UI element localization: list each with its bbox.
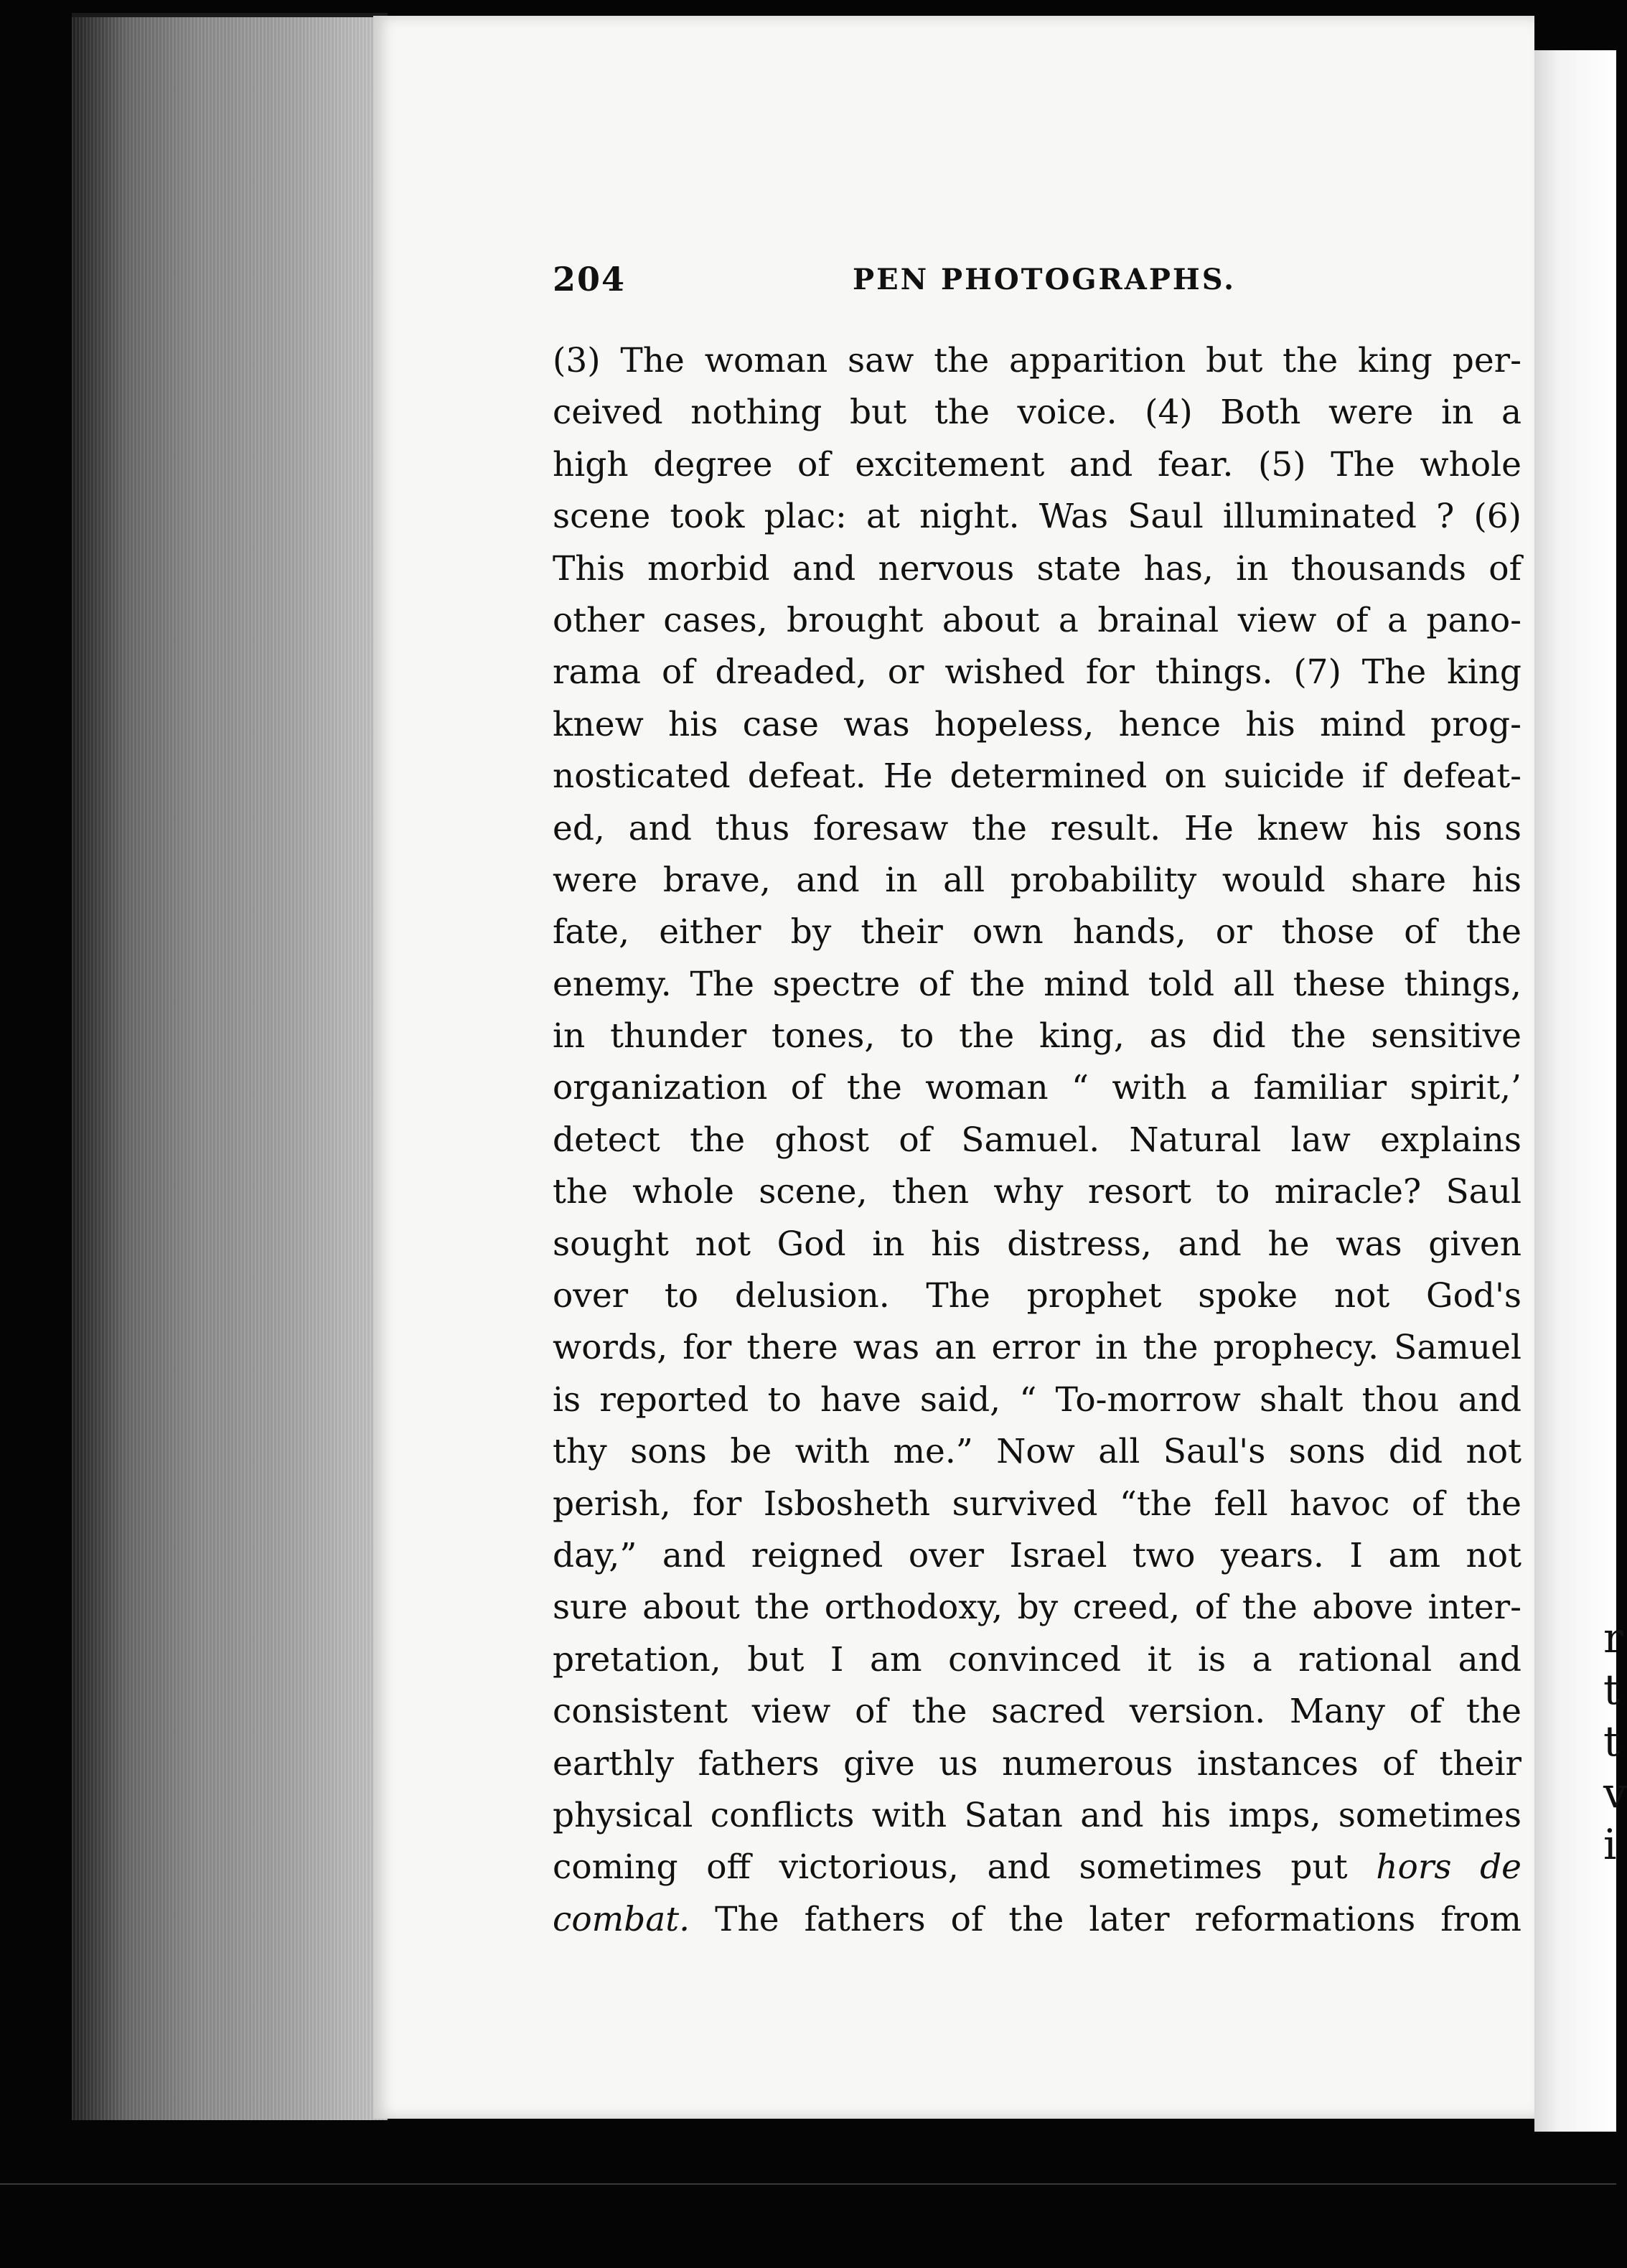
text-line: over to delusion. The prophet spoke not God's	[553, 1276, 1521, 1316]
text-line: ceived nothing but the voice. (4) Both were in a	[553, 393, 1521, 433]
text-line: consistent view of the sacred version. Many of the	[553, 1692, 1521, 1732]
text-line: scene took plac: at night. Was Saul illuminated ? (6)	[553, 497, 1521, 537]
text-line: organization of the woman “ with a familiar spirit,’	[553, 1068, 1521, 1108]
text-line: high degree of excitement and fear. (5) The whole	[553, 444, 1521, 484]
text-line: words, for there was an error in the prophecy. Samuel	[553, 1328, 1521, 1368]
book-page-edges	[72, 13, 388, 2120]
text-line: rama of dreaded, or wished for things. (7) The king	[553, 652, 1521, 693]
text-line: enemy. The spectre of the mind told all these things,	[553, 964, 1521, 1004]
facing-page-letter: t	[1603, 1717, 1621, 1766]
text-line: nosticated defeat. He determined on suicide if defeat-	[553, 756, 1521, 797]
text-line: other cases, brought about a brainal view of a pano-	[553, 600, 1521, 640]
facing-page-letter: r	[1603, 1613, 1623, 1662]
text-line: sure about the orthodoxy, by creed, of the above inter-	[553, 1588, 1521, 1628]
italic-phrase: combat.	[553, 1899, 690, 1939]
text-line: pretation, but I am convinced it is a rational and	[553, 1639, 1521, 1679]
page-number: 204	[553, 260, 627, 299]
text-line: ed, and thus foresaw the result. He knew his sons	[553, 808, 1521, 848]
running-head	[553, 260, 1557, 310]
text-line: the whole scene, then why resort to miracle? Saul	[553, 1172, 1521, 1212]
text-line: physical conflicts with Satan and his imps, sometimes	[553, 1795, 1521, 1835]
running-title: PEN PHOTOGRAPHS.	[853, 263, 1237, 296]
text-line: were brave, and in all probability would share his	[553, 860, 1521, 900]
text-line: detect the ghost of Samuel. Natural law explains	[553, 1120, 1521, 1160]
facing-page-edge	[1534, 50, 1627, 2132]
text-line: in thunder tones, to the king, as did the sensitive	[553, 1016, 1521, 1056]
text-line	[553, 1894, 1521, 1946]
scan-bottom-edge	[0, 2183, 1616, 2185]
facing-page-letter: t	[1603, 1665, 1621, 1714]
text-line: (3) The woman saw the apparition but the king per-	[553, 341, 1521, 380]
text-line-roman: coming off victorious, and sometimes put	[553, 1847, 1348, 1888]
text-line-roman: The fathers of the later reformations from	[715, 1899, 1521, 1939]
book-page	[373, 16, 1534, 2119]
text-line: fate, either by their own hands, or those of the	[553, 912, 1521, 952]
text-line: sought not God in his distress, and he was given	[553, 1224, 1521, 1264]
text-line: thy sons be with me.” Now all Saul's sons did not	[553, 1432, 1521, 1472]
facing-page-letter: i	[1603, 1820, 1617, 1869]
text-line: is reported to have said, “ To-morrow shalt thou and	[553, 1379, 1521, 1420]
text-line: earthly fathers give us numerous instances of their	[553, 1743, 1521, 1784]
body-text	[553, 335, 1521, 1946]
text-line: This morbid and nervous state has, in thousands of	[553, 548, 1521, 589]
facing-page-letter: v	[1603, 1768, 1627, 1817]
text-line	[553, 1842, 1521, 1893]
text-line: knew his case was hopeless, hence his mind prog-	[553, 704, 1521, 744]
text-line: day,” and reigned over Israel two years. I am not	[553, 1535, 1521, 1575]
text-line: perish, for Isbosheth survived “the fell havoc of the	[553, 1484, 1521, 1524]
italic-phrase: hors de	[1376, 1847, 1521, 1888]
